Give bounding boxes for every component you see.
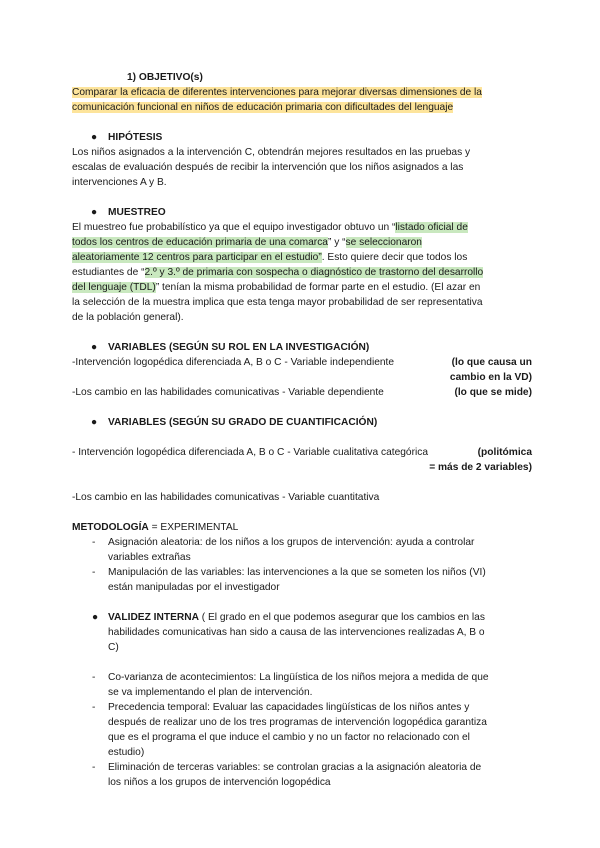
- list-item: - Co-varianza de acontecimientos: La lingüística de los niños mejora a medida de que se va implementando el plan de intervención.: [92, 672, 489, 698]
- objetivo-line-1: Comparar la eficacia de diferentes intervenciones para mejorar diversas dimensiones de la: [72, 87, 482, 98]
- bullet-icon: ●: [92, 612, 99, 623]
- muestreo-text: El muestreo fue probabilístico ya que el equipo investigador obtuvo un “listado oficial de todos los centros de educación primaria de una comarca” y “se seleccionaron aleatoriamente 12 centros para participar en el estudio”. Esto quiere decir que todos los estudiantes de “2.º y 3.º de primaria con sospecha o diagnóstico de trastorno del desarrollo del lenguaje (TDL)” tenían la misma probabilidad de formar parte en el estudio. (El azar en la selección de la muestra implica que esta tenga mayor probabilidad de ser representativa de la población general).: [72, 222, 484, 323]
- variables-rol-row-2: -Los cambio en las habilidades comunicativas - Variable dependiente (lo que se mide): [72, 387, 532, 398]
- muestreo-heading: ● MUESTREO: [91, 207, 166, 218]
- variables-cuant-heading: ● VARIABLES (SEGÚN SU GRADO DE CUANTIFICACIÓN): [91, 417, 378, 428]
- hipotesis-heading: ● HIPÓTESIS: [91, 132, 163, 143]
- list-item: - Precedencia temporal: Evaluar las capacidades lingüísticas de los niños antes y después de realizar uno de los tres programas de intervención logopédica garantiza que es el programa el que induce el cambio y no un factor no relacionado con el estudio): [92, 702, 487, 758]
- validez-interna-block: ● VALIDEZ INTERNA ( El grado en el que podemos asegurar que los cambios en las habilidades comunicativas han sido a causa de las intervenciones realizadas A, B o C): [92, 612, 485, 653]
- bullet-icon: ●: [91, 417, 98, 428]
- objetivo-text: [72, 85, 532, 115]
- dash-marker: -: [92, 762, 96, 773]
- variables-cuant-row-1: - Intervención logopédica diferenciada A, B o C - Variable cualitativa categórica (politómica = más de 2 variables): [72, 447, 532, 473]
- list-item: - Eliminación de terceras variables: se controlan gracias a la asignación aleatoria de los niños a los grupos de intervención logopédica: [92, 762, 482, 788]
- hipotesis-text: Los niños asignados a la intervención C, obtendrán mejores resultados en las pruebas y escalas de evaluación después de recibir la intervención que los niños asignados a las intervenciones A y B.: [72, 147, 471, 188]
- bullet-icon: ●: [91, 342, 98, 353]
- metodologia-line: METODOLOGÍA = EXPERIMENTAL: [72, 522, 239, 533]
- dash-marker: -: [92, 672, 96, 683]
- list-item: - Manipulación de las variables: las intervenciones a la que se someten los niños (VI) están manipuladas por el investigador: [92, 567, 486, 593]
- objetivo-line-2: comunicación funcional en niños de educación primaria con dificultades del lenguaje: [72, 102, 454, 113]
- bullet-icon: ●: [91, 132, 98, 143]
- variables-rol-row-1: -Intervención logopédica diferenciada A, B o C - Variable independiente (lo que causa un cambio en la VD): [72, 357, 532, 383]
- list-item: - Asignación aleatoria: de los niños a los grupos de intervención: ayuda a controlar variables extrañas: [92, 537, 475, 563]
- dash-marker: -: [92, 537, 96, 548]
- objetivo-heading: 1) OBJETIVO(s): [127, 72, 203, 83]
- variables-rol-heading: ● VARIABLES (SEGÚN SU ROL EN LA INVESTIGACIÓN): [91, 342, 370, 353]
- dash-marker: -: [92, 702, 96, 713]
- variables-cuant-row-2: -Los cambio en las habilidades comunicativas - Variable cuantitativa: [72, 492, 380, 503]
- document-page: [72, 70, 532, 790]
- dash-marker: -: [92, 567, 96, 578]
- bullet-icon: ●: [91, 207, 98, 218]
